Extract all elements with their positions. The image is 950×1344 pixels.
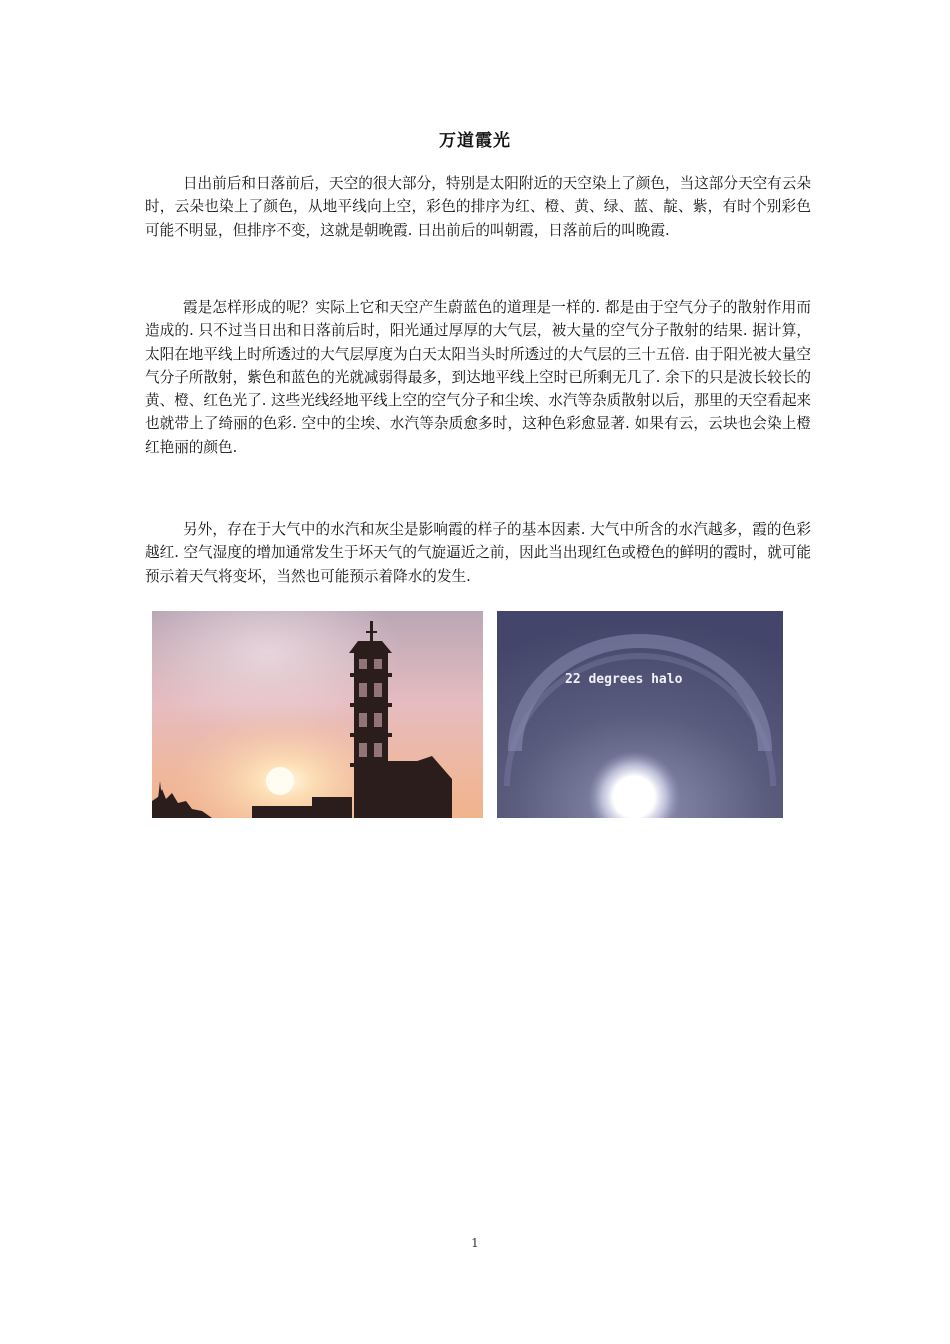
page-title: 万道霞光 <box>439 131 511 151</box>
halo-photo <box>497 611 783 818</box>
page-number: 1 <box>471 1236 479 1250</box>
sunset-tower-photo <box>152 611 483 818</box>
paragraph-2: 霞是怎样形成的呢？实际上它和天空产生蔚蓝色的道理是一样的. 都是由于空气分子的散射作用而造成的. 只不过当日出和日落前后时，阳光通过厚厚的大气层，被大量的空气分子散射的结果. 据计算，太阳在地平线上时所透过的大气层厚度为白天太阳当头时所透过的大气层的三十五倍. 由于阳光被大量空气分子所散射，紫色和蓝色的光就减弱得最多，到达地平线上空时已所剩无几了. 余下的只是波长较长的黄、橙、红色光了. 这些光线经地平线上空的空气分子和尘埃、水汽等杂质散射以后，那里的天空看起来也就带上了绮丽的色彩. 空中的尘埃、水汽等杂质愈多时，这种色彩愈显著. 如果有云，云块也会染上橙红艳丽的颜色. <box>145 299 812 456</box>
paragraph-3: 另外，存在于大气中的水汽和灰尘是影响霞的样子的基本因素. 大气中所含的水汽越多，霞的色彩越红. 空气湿度的增加通常发生于坏天气的气旋逼近之前，因此当出现红色或橙色的鲜明的霞时，就可能预示着天气将变坏，当然也可能预示着降水的发生. <box>145 521 812 585</box>
halo-caption: 22 degrees halo <box>565 672 683 687</box>
paragraph-1: 日出前后和日落前后，天空的很大部分，特别是太阳附近的天空染上了颜色，当这部分天空有云朵时，云朵也染上了颜色，从地平线向上空，彩色的排序为红、橙、黄、绿、蓝、靛、紫，有时个别彩色可能不明显，但排序不变，这就是朝晚霞. 日出前后的叫朝霞，日落前后的叫晚霞. <box>145 175 811 239</box>
